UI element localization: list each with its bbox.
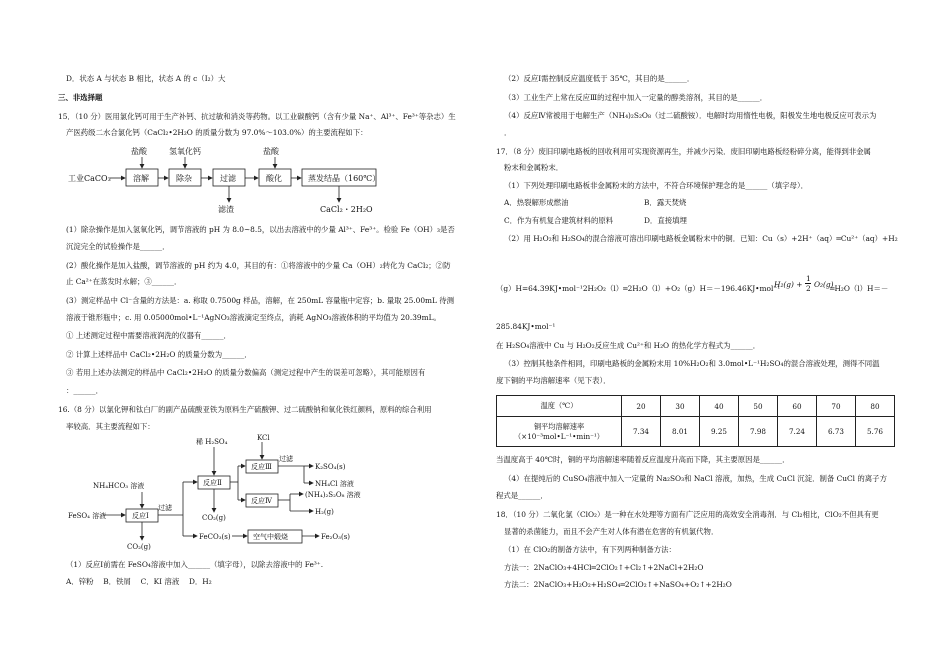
flow16-r4: 反应Ⅳ [251,497,272,505]
q17-eq-frac-num: 1 [806,274,811,283]
flow16-h2: H₂(g) [315,508,334,516]
q17-intro-cont: 粉末和金属粉末． [504,163,564,172]
q16-flowchart [58,432,398,562]
q16-part3: （3）工业生产上常在反应Ⅲ的过程中加入一定量的醇类溶剂，其目的是______． [504,93,768,102]
flow16-r3: 反应Ⅲ [251,463,272,471]
temp-cell: 30 [661,396,700,417]
q15-part3-cont: 溶液于锥形瓶中；c. 用 0.05000mol•L⁻¹AgNO₃溶液滴定至终点，消耗 AgNO₃溶液体积的平均值为 20.39mL。 [66,313,441,322]
flow16-co2b: CO₂(g) [127,543,151,551]
table-row-temp [497,396,895,417]
q17-option-b: B．露天焚烧 [644,198,687,207]
flow16-h2so4: 稀 H₂SO₄ [196,438,228,446]
flow15-product: CaCl₂・2H₂O [320,205,373,214]
flow15-start: 工业CaCO₃ [68,174,111,183]
q15-flowchart [58,144,438,216]
q18-method2: 方法二：2NaClO₃+H₂O₂+H₂SO₄═2ClO₂↑+NaSO₄+O₂↑+2H₂O [504,580,732,589]
q15-part3: (3）测定样品中 Cl⁻含量的方法是：a. 称取 0.7500g 样品，溶解，在 250mL 容量瓶中定容；b. 量取 25.00mL 待测 [66,296,455,305]
rate-cell: 7.34 [622,417,661,447]
q17-intro: 17．（8 分）废旧印刷电路板的回收利用可实现资源再生，并减少污染．废旧印刷电路板经粉碎分离，能得到非金属 [496,147,871,156]
temp-cell: 40 [700,396,739,417]
flow16-r2: 反应Ⅱ [203,479,222,487]
q17-option-d: D．直接填埋 [644,216,687,225]
q16-intro-cont: 率较高．其主要流程如下： [66,422,155,431]
flow16-feso4: FeSO₄ 溶液 [68,512,107,520]
flow15-byproduct: 滤渣 [218,205,234,214]
q17-part4-cont: 程式是______． [496,491,548,500]
q16-part4: （4）反应Ⅳ常被用于电解生产（NH₄)₂S₂O₈（过二硫酸铵）．电解时均用惰性电极，阳极发生地电极反应可表示为 [504,111,877,120]
q17-part2-value: 285.84KJ•mol⁻¹ [496,322,556,331]
flow15-step3: 过滤 [220,174,236,183]
q15-part2-cont: 止 Ca²⁺在蒸发时水解；③______． [66,277,182,286]
flow16-nh4cl: NH₄Cl 溶液 [315,480,354,488]
q15-part3-iii: ③ 若用上述办法测定的样品中 CaCl₂•2H₂O 的质量分数偏高（测定过程中产生的误差可忽略），其可能原因有 [66,368,426,377]
temp-cell: 20 [622,396,661,417]
q16-part1-options: A．锌粉 B．铁屑 C．KI 溶液 D．H₂ [66,577,212,586]
rate-cell: 7.98 [739,417,778,447]
flow16-co2a: CO₂(g) [202,514,226,522]
flow16-kcl: KCl [257,434,270,442]
q15-part3-ii: ② 计算上述样品中 CaCl₂•2H₂O 的质量分数为______． [66,350,252,359]
q17-option-a: A．热裂解形成燃油 [504,198,569,207]
q15-part3-i: ① 上述测定过程中需要溶液润洗的仪器有______． [66,331,231,340]
q17-part1: （1）下列处理印刷电路板非金属粉末的方法中，不符合环境保护理念的是______（填字母）． [504,181,809,190]
q16-intro: 16.（8 分）以氯化钾和钛白厂的副产品硫酸亚铁为原料生产硫酸钾、过二硫酸钠和氧化铁红颜料，原料的综合利用 [58,405,432,414]
q17-part2-eq: （g）H=64.39KJ•mol⁻¹2H₂O₂（l）═2H₂O（l）+O₂（g）H＝－196.46KJ•mol⁻¹ [496,284,781,293]
flow16-fe2o3: Fe₂O₃(s) [321,533,351,541]
rate-label-line2: （×10⁻³mol•L⁻¹•min⁻¹） [513,431,604,441]
q15-part3-iii-cont: ：______． [66,386,103,395]
q16-part1: （1）反应Ⅰ前需在 FeSO₄溶液中加入______（填字母），以除去溶液中的 Fe³⁺. [66,560,324,569]
q15-part1-cont: 沉淀完全的试验操作是______． [66,242,170,251]
rate-cell: 8.01 [661,417,700,447]
q15-intro-cont: 产医药级二水合氯化钙（CaCl₂•2H₂O 的质量分数为 97.0%～103.0%）的主要流程如下： [66,128,368,137]
temp-cell: 60 [778,396,817,417]
q17-part4: （4）在提纯后的 CuSO₄溶液中加入一定量的 Na₂SO₃和 NaCl 溶液，加热，生成 CuCl 沉淀．制备 CuCl 的离子方 [504,474,887,483]
rate-cell: 7.24 [778,417,817,447]
q15-part2: (2）酸化操作是加入盐酸，调节溶液的 pH 约为 4.0，其目的有：①将溶液中的少量 Ca（OH）₂转化为 CaCl₂；②防 [66,261,451,270]
flow16-filter1: 过滤 [158,504,172,512]
q17-eq-h2: H₂(g) + [774,280,803,289]
q17-part3: （3）控制其他条件相同，印刷电路板的金属粉末用 10%H₂O₂和 3.0mol•L⁻¹H₂SO₄的混合溶液处理，测得不同温 [504,359,880,368]
q18-intro-cont: 显著的杀菌能力，而且不会产生对人体有潜在危害的有机氯代物． [504,527,719,536]
q18-method1: 方法一：2NaClO₃+4HCl═2ClO₂↑+Cl₂↑+2NaCl+2H₂O [504,563,704,572]
q17-option-c: C．作为有机复合建筑材料的原料 [504,216,614,225]
flow16-nh4s2o8: (NH₄)₂S₂O₈ 溶液 [305,491,361,499]
q15-part1: (1）除杂操作是加入氢氧化钙，调节溶液的 pH 为 8.0~8.5，以出去溶液中的少量 Al³⁺、Fe³⁺。检验 Fe（OH）₃是否 [66,225,455,234]
table-row-rate [497,417,895,447]
temp-cell: 70 [817,396,856,417]
q17-part2-eq-tail: ═H₂O（l）H＝－ [830,284,889,293]
q17-eq-o2: O₂(g) [814,280,834,289]
rate-cell: 5.76 [856,417,895,447]
section-heading: 三、非选择题 [58,93,103,102]
flow15-reagent2: 氢氧化钙 [169,147,201,156]
q18-part1: （1）在 ClO₂的制备方法中，有下列两种制备方法： [504,545,676,554]
q17-part2: （2）用 H₂O₂和 H₂SO₄的混合溶液可溶出印刷电路板金属粉末中的铜．已知：Cu（s）+2H⁺（aq）═Cu²⁺（aq）+H₂ [504,234,898,243]
q17-part3-cont: 度下铜的平均溶解速率（见下表）． [496,376,611,385]
rate-cell: 9.25 [700,417,739,447]
q16-part4-cont: ． [504,128,512,137]
flow16-feco3: FeCO₃(s) [199,533,231,541]
flow15-step2: 除杂 [176,174,192,183]
flow16-nh4hco3: NH₄HCO₃ 溶液 [93,482,145,490]
q17-part2-question: 在 H₂SO₄溶液中 Cu 与 H₂O₂反应生成 Cu²⁺和 H₂O 的热化学方程式为______． [496,341,761,350]
flow15-step1: 溶解 [133,174,149,183]
rate-table [496,395,895,447]
flow15-step4: 酸化 [266,174,282,183]
flow16-r1: 反应Ⅰ [132,512,149,520]
q17-part3-question: 当温度高于 40℃时，铜的平均溶解速率随着反应温度升高而下降，其主要原因是______． [496,455,790,464]
flow16-k2so4: K₂SO₄(s) [315,463,346,471]
q17-eq-frac-den: 2 [806,284,811,293]
q18-intro: 18．（10 分）二氧化氯（ClO₂）是一种在水处理等方面有广泛应用的高效安全消毒剂．与 Cl₂相比，ClO₂不但具有更 [496,510,879,519]
rate-label-line1: 铜平均溶解速率 [533,421,585,431]
rate-cell: 6.73 [817,417,856,447]
q16-part2: （2）反应Ⅰ需控制反应温度低于 35℃，其目的是______． [504,74,695,83]
table-header-temp: 温度（℃） [497,396,622,417]
flow16-filter2: 过滤 [279,455,293,463]
q15-intro: 15．（10 分）医用氯化钙可用于生产补钙、抗过敏和消炎等药物。以工业碳酸钙（含有少量 Na⁺、Al³⁺、Fe³⁺等杂志）生 [58,112,456,121]
flow15-step5: 蒸发结晶（160℃） [308,174,381,183]
q14-option-d: D．状态 A 与状态 B 相比，状态 A 的 c（I₂）大 [66,74,226,83]
flow15-reagent1: 盐酸 [131,147,147,156]
table-header-rate [497,417,622,447]
flow15-reagent3: 盐酸 [263,147,279,156]
flow16-calcine: 空气中煅烧 [253,533,288,541]
temp-cell: 80 [856,396,895,417]
temp-cell: 50 [739,396,778,417]
